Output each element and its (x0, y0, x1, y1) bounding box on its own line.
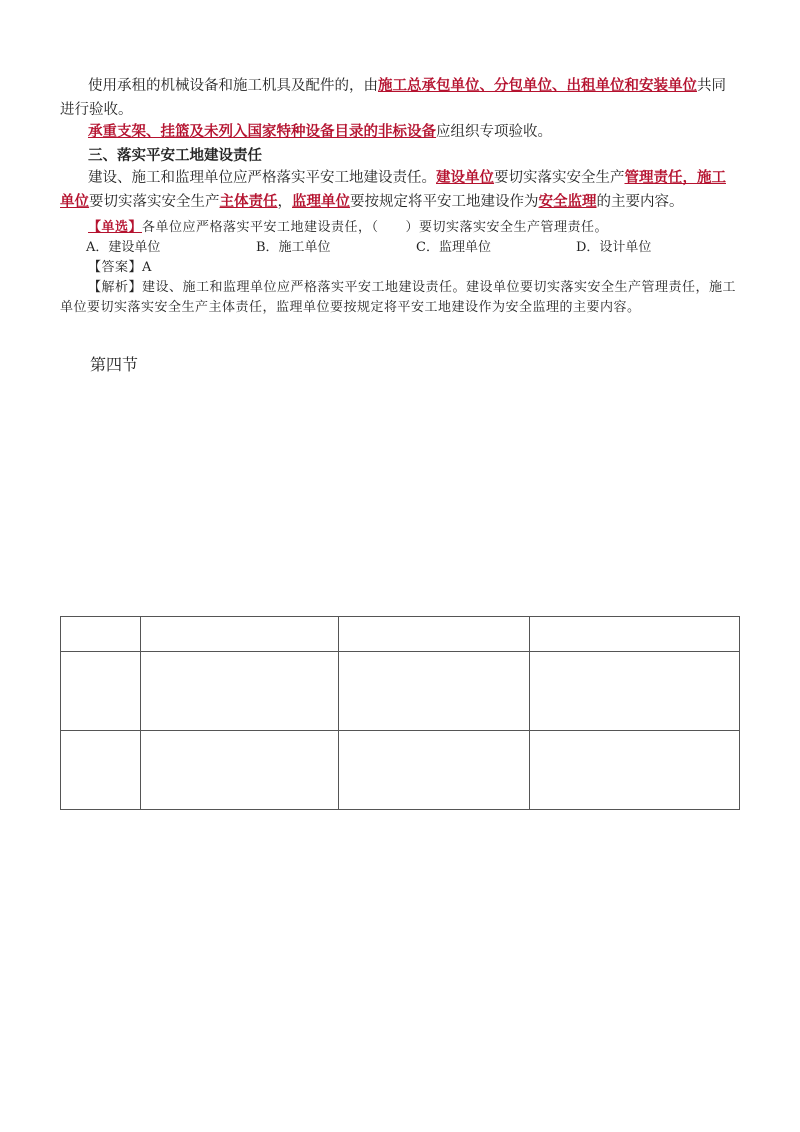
para3-highlight-builder: 施工单位 (60, 169, 726, 210)
para3-highlight-construction-unit: 建设单位 (436, 169, 494, 186)
table-cell (140, 617, 338, 652)
para3-text-2: 要切实落实安全生产 (494, 170, 625, 186)
table-row (61, 731, 740, 810)
para3-highlight-main: 主体责任 (219, 193, 278, 210)
question-answer: 【答案】A (88, 260, 152, 275)
table-cell (530, 617, 740, 652)
table-cell (530, 731, 740, 810)
table-cell (338, 617, 530, 652)
para3-highlight-supervisor: 监理单位 (292, 193, 350, 210)
empty-table (60, 616, 740, 810)
table-cell (338, 652, 530, 731)
para3-text-7: 的主要内容。 (596, 194, 684, 210)
para3-text-1: 建设、施工和监理单位应严格落实平安工地建设责任。 (88, 170, 436, 186)
question-analysis: 【解析】建设、施工和监理单位应严格落实平安工地建设责任。建设单位要切实落实安全生产管理责任，施工单位要切实落实安全生产主体责任，监理单位要按规定将平安工地建设作为安全监理的主要内容。 (60, 280, 737, 315)
para3-highlight-safety-supervision: 安全监理 (538, 193, 597, 210)
para3-highlight-management: 管理责任 (624, 169, 683, 186)
table-row (61, 617, 740, 652)
option-c: C．监理单位 (416, 240, 491, 255)
para1-suffix: 共同进行验收。 (60, 78, 726, 118)
table-cell (61, 731, 141, 810)
table-cell (530, 652, 740, 731)
heading-safety-responsibility: 三、落实平安工地建设责任 (88, 147, 262, 164)
question-text: 各单位应严格落实平安工地建设责任，（ ）要切实落实安全生产管理责任。 (142, 220, 609, 235)
table-row (61, 652, 740, 731)
paragraph-equipment-acceptance (60, 74, 740, 122)
paragraph-special-acceptance (60, 120, 740, 144)
table-cell (140, 652, 338, 731)
question-stem (60, 218, 740, 238)
table-cell (338, 731, 530, 810)
paragraph-responsibilities (60, 166, 740, 214)
option-a: A．建设单位 (86, 240, 161, 255)
para3-text-5: ， (277, 194, 292, 210)
section-title: 第四节 (90, 355, 139, 374)
option-d: D．设计单位 (576, 240, 652, 255)
question-options (86, 238, 726, 258)
option-b: B．施工单位 (256, 240, 331, 255)
para2-items-highlight: 承重支架、挂篮及未列入国家特种设备目录的非标设备 (88, 123, 436, 140)
question-tag: 【单选】 (88, 220, 143, 235)
para3-text-4: 要切实落实安全生产 (89, 194, 220, 210)
para1-units-highlight: 施工总承包单位、分包单位、出租单位和安装单位 (378, 77, 697, 94)
para3-text-6: 要按规定将平安工地建设作为 (350, 194, 539, 210)
para1-prefix: 使用承租的机械设备和施工机具及配件的，由 (88, 78, 378, 94)
table-cell (140, 731, 338, 810)
table-cell (61, 652, 141, 731)
para2-suffix: 应组织专项验收。 (436, 124, 552, 140)
table-cell (61, 617, 141, 652)
para3-text-3: ， (682, 169, 697, 186)
